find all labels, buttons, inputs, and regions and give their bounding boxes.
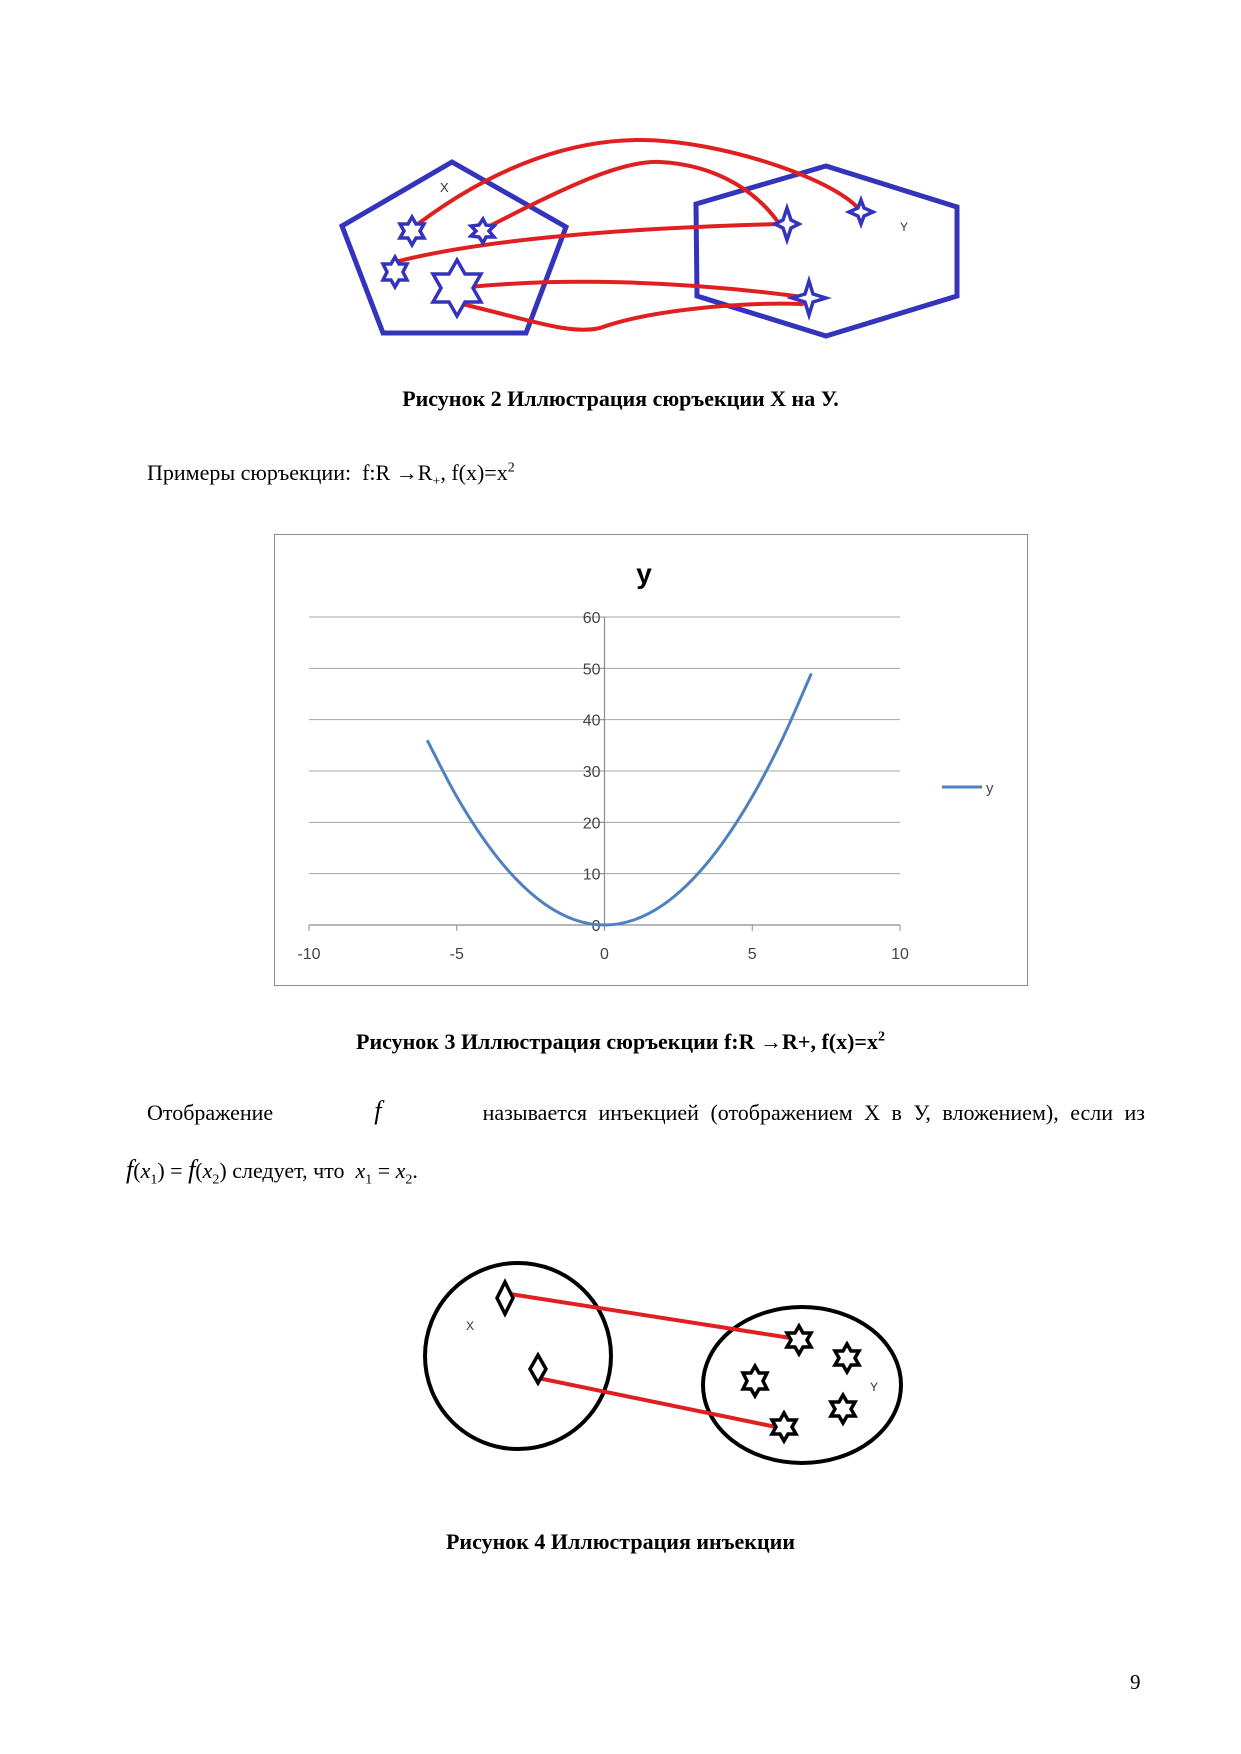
star-icon (787, 1326, 811, 1354)
definition-line-2: $f(x_1) = f(x_2)$ следует, что $x_1 = x_2$. (126, 1155, 418, 1188)
eq-mid: ) = (157, 1158, 189, 1183)
result-end: . (412, 1158, 418, 1183)
diamond-icon (497, 1282, 513, 1314)
x-tick-label: 0 (600, 946, 609, 963)
y-tick-label: 10 (582, 866, 601, 884)
mapping-lines (510, 1294, 797, 1428)
definition-word: Отображение (147, 1100, 274, 1125)
y-tick-label: 60 (582, 610, 601, 627)
y-tick-label: 20 (582, 815, 601, 833)
result-x1: x (355, 1158, 366, 1183)
set-x-label: X (466, 1319, 475, 1333)
star-icon (772, 1413, 796, 1441)
x-tick-label: -5 (449, 946, 464, 963)
examples-plus: + (432, 474, 441, 490)
y-tick-label: 30 (582, 764, 601, 781)
y-tick-label: 40 (582, 712, 601, 730)
page-number: 9 (1130, 1670, 1141, 1694)
y-tick-label: 50 (582, 661, 601, 679)
x-tick-label: 5 (747, 946, 757, 963)
set-y-label: Y (900, 220, 909, 234)
arrow-icon: → (760, 1029, 783, 1054)
eq-x1: x (140, 1158, 151, 1183)
eq-f2: f (188, 1155, 196, 1184)
examples-fx: , f(x)=x (440, 460, 508, 485)
star-icon (743, 1366, 767, 1396)
series-line-y (427, 673, 811, 925)
eq-sub2: 2 (212, 1172, 220, 1188)
star-icon (831, 1395, 855, 1423)
result-sub1: 1 (365, 1172, 373, 1188)
examples-power: 2 (507, 460, 515, 476)
eq-x2: x (202, 1158, 213, 1183)
eq-sub1: 1 (150, 1172, 158, 1188)
definition-follows: следует, что (232, 1158, 345, 1183)
set-x-label: X (440, 180, 449, 195)
examples-prefix: Примеры сюръекции: (147, 460, 352, 485)
definition-f: f (374, 1096, 382, 1125)
definition-line-1 (147, 1096, 1145, 1126)
figure-4-caption: Рисунок 4 Иллюстрация инъекции (445, 1529, 796, 1554)
set-y-label: Y (870, 1380, 879, 1394)
definition-rest: называется инъекцией (отображением Х в У, вложением), если из (482, 1100, 1145, 1125)
figure-4-injection-diagram (0, 1240, 1241, 1480)
chart-title: y (636, 558, 652, 589)
eq-f1: f (126, 1155, 134, 1184)
set-x-circle (425, 1263, 611, 1449)
y-tick-label: 0 (591, 918, 601, 935)
figure-3-caption-rest: R+, f(x)=x (782, 1029, 878, 1054)
examples-f: f:R (362, 460, 391, 485)
arrow-icon: → (395, 460, 418, 485)
star-icon (835, 1344, 859, 1372)
figure-2-caption: Рисунок 2 Иллюстрация сюръекции Х на У. (402, 386, 839, 411)
figure-3-caption-power: 2 (877, 1029, 885, 1045)
figure-3-caption-main: Рисунок 3 Иллюстрация сюръекции f:R (356, 1029, 755, 1054)
result-sub2: 2 (405, 1172, 413, 1188)
legend-label: y (986, 780, 994, 797)
examples-codomain: R (417, 460, 433, 485)
figure-3-caption (0, 1029, 1241, 1055)
x-tick-label: 10 (891, 946, 909, 963)
result-eq: = (372, 1158, 396, 1183)
x-tick-label: -10 (297, 946, 321, 963)
result-x2: x (395, 1158, 406, 1183)
